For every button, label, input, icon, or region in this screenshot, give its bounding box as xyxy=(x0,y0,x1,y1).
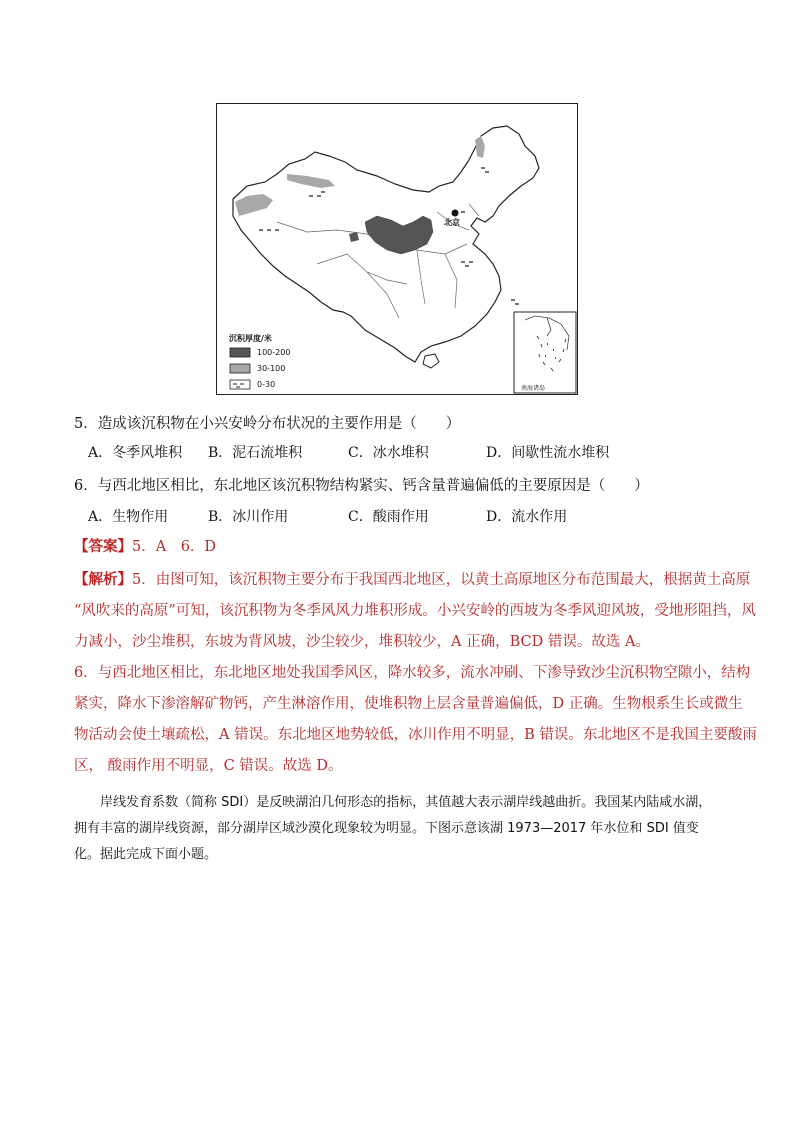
beijing-label: 北京 xyxy=(444,218,460,227)
legend-label-thin: 0-30 xyxy=(257,380,276,389)
hainan-island xyxy=(423,354,439,368)
inset-label: 南海诸岛 xyxy=(521,385,546,392)
question-5-option-c: C．冰水堆积 xyxy=(348,445,429,461)
analysis-line-4: 6．与西北地区相比，东北地区地处我国季风区，降水较多，流水冲刷、下渗导致沙尘沉积物空隙小，结构 xyxy=(74,665,751,681)
legend-label-light: 30-100 xyxy=(257,364,286,373)
legend-swatch-light xyxy=(230,364,250,373)
analysis-line-7: 区， 酸雨作用不明显，C 错误。故选 D。 xyxy=(74,758,343,774)
answer-text: 5．A 6．D xyxy=(132,539,217,555)
answer-line xyxy=(74,537,216,557)
question-5-option-a: A．冬季风堆积 xyxy=(88,445,183,461)
analysis-line-5: 紧实，降水下渗溶解矿物钙，产生淋溶作用，使堆积物上层含量普遍偏低，D 正确。生物根系生长或微生 xyxy=(74,696,743,712)
answer-tag: 【答案】 xyxy=(74,538,132,555)
south-china-sea-inset xyxy=(514,312,576,393)
question-6-stem: 6．与西北地区相比，东北地区该沉积物结构紧实、钙含量普遍偏低的主要原因是（ ） xyxy=(74,478,649,494)
question-6-option-d: D．流水作用 xyxy=(486,509,568,525)
question-5-stem: 5．造成该沉积物在小兴安岭分布状况的主要作用是（ ） xyxy=(74,416,461,432)
analysis-line-6: 物活动会使土壤疏松，A 错误。东北地区地势较低，冰川作用不明显，B 错误。东北地区不是我国主要酸雨 xyxy=(74,727,757,743)
analysis-tag: 【解析】 xyxy=(74,571,132,588)
question-5-option-d: D．间歇性流水堆积 xyxy=(486,445,610,461)
analysis-line-3: 力减小，沙尘堆积，东坡为背风坡，沙尘较少，堆积较少，A 正确，BCD 错误。故选 A。 xyxy=(74,634,650,650)
legend-swatch-dark xyxy=(230,348,250,357)
china-sediment-map xyxy=(216,103,578,395)
question-6-option-c: C．酸雨作用 xyxy=(348,509,429,525)
question-5-option-b: B．泥石流堆积 xyxy=(208,445,303,461)
legend-label-dark: 100-200 xyxy=(257,348,291,357)
analysis-text-1: 5．由图可知，该沉积物主要分布于我国西北地区，以黄土高原地区分布范围最大，根据黄土高原 xyxy=(132,572,751,588)
question-6-option-b: B．冰川作用 xyxy=(208,509,289,525)
legend-title: 沉积厚度/米 xyxy=(229,334,272,343)
beijing-dot xyxy=(452,210,459,217)
analysis-line-2: “风吹来的高原”可知，该沉积物为冬季风风力堆积形成。小兴安岭的西坡为冬季风迎风坡，受地形阻挡，风 xyxy=(74,603,756,619)
intro-text: 岸线发育系数（简称 SDI）是反映湖泊几何形态的指标，其值越大表示湖岸线越曲折。我国某内陆咸水湖，拥有丰富的湖岸线资源，部分湖岸区域沙漠化现象较为明显。下图示意该湖 1973—2017 年水位和 SDI 值变化。据此完成下面小题。 xyxy=(74,795,712,862)
next-question-intro xyxy=(74,790,724,868)
analysis-line-1 xyxy=(74,570,750,590)
question-6-option-a: A．生物作用 xyxy=(88,509,169,525)
